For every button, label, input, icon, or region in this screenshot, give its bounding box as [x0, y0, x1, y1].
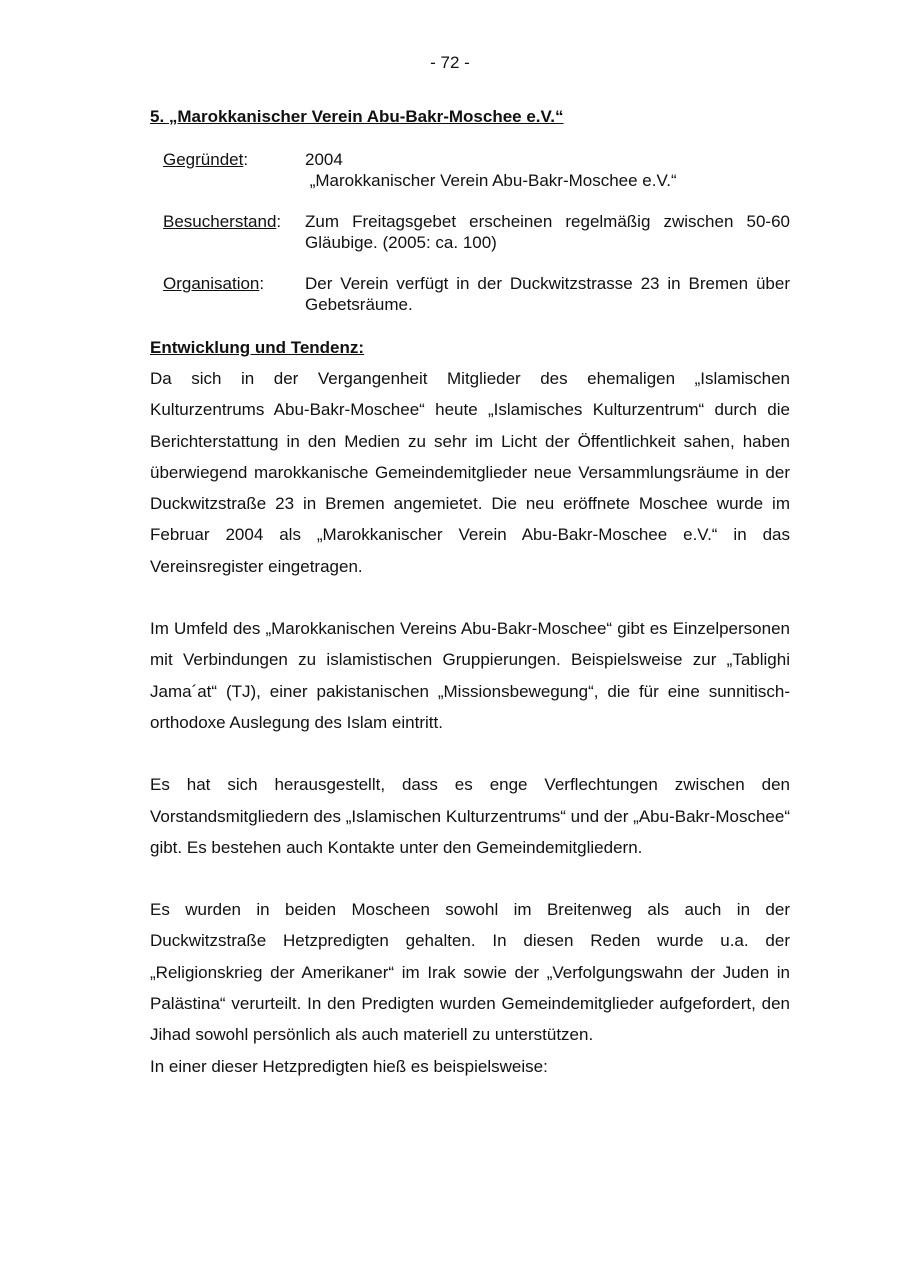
paragraph-1: Da sich in der Vergangenheit Mitglieder des ehemaligen „Islamischen Kulturzentrums Abu-Bakr-Moschee“ heute „Islamisches Kulturzentrum“ durch die Berichterstattung in den Medien zu sehr im Licht der Öffentlichkeit sahen, haben überwiegend marokkanische Gemeindemitglieder neue Versammlungsräume in der Duckwitzstraße 23 in Bremen angemietet. Die neu eröffnete Moschee wurde im Februar 2004 als „Marokkanischer Verein Abu-Bakr-Moschee e.V.“ in das Vereinsregister eingetragen. [150, 369, 790, 576]
paragraph-3: Es hat sich herausgestellt, dass es enge Verflechtungen zwischen den Vorstandsmitgliedern des „Islamischen Kulturzentrums“ und der „Abu-Bakr-Moschee“ gibt. Es bestehen auch Kontakte unter den Gemeindemitgliedern. [150, 775, 790, 857]
paragraph-2: Im Umfeld des „Marokkanischen Vereins Abu-Bakr-Moschee“ gibt es Einzelpersonen mit Verbindungen zu islamistischen Gruppierungen. Beispielsweise zur „Tablighi Jama´at“ (TJ), einer pakistanischen „Missionsbewegung“, die für eine sunnitisch-orthodoxe Auslegung des Islam eintritt. [150, 619, 790, 732]
info-label-visitors: Besucherstand: [163, 212, 282, 231]
info-label-founded: Gegründet: [163, 150, 249, 169]
info-row-organisation [163, 273, 790, 315]
subheading-development: Entwicklung und Tendenz: [150, 338, 365, 357]
founded-name: „Marokkanischer Verein Abu-Bakr-Moschee e.V.“ [305, 171, 677, 190]
info-row-founded [163, 149, 790, 191]
info-label-organisation: Organisation: [163, 274, 265, 293]
info-value-visitors: Zum Freitagsgebet erscheinen regelmäßig zwischen 50-60 Gläubige. (2005: ca. 100) [305, 212, 790, 252]
info-table [163, 149, 790, 315]
page-number: - 72 - [430, 53, 470, 72]
founded-year: 2004 [305, 150, 343, 169]
paragraph-5: In einer dieser Hetzpredigten hieß es beispielsweise: [150, 1056, 548, 1076]
paragraph-4: Es wurden in beiden Moscheen sowohl im Breitenweg als auch in der Duckwitzstraße Hetzpredigten gehalten. In diesen Reden wurde u.a. der „Religionskrieg der Amerikaner“ im Irak sowie der „Verfolgungswahn der Juden in Palästina“ verurteilt. In den Predigten wurden Gemeindemitglieder aufgefordert, den Jihad sowohl persönlich als auch materiell zu unterstützen. [150, 900, 790, 1045]
info-value-organisation: Der Verein verfügt in der Duckwitzstrasse 23 in Bremen über Gebetsräume. [305, 274, 790, 314]
document-body [150, 106, 790, 1082]
section-title: 5. „Marokkanischer Verein Abu-Bakr-Moschee e.V.“ [150, 107, 564, 126]
info-row-visitors [163, 211, 790, 253]
info-value-founded [305, 149, 790, 191]
